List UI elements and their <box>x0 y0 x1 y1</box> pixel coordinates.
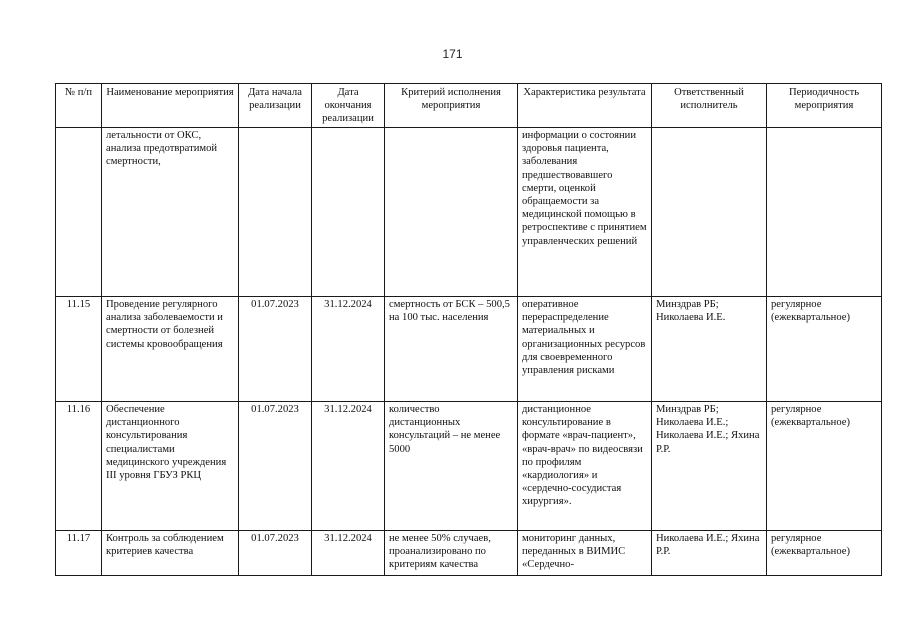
cell-name: Проведение регулярного анализа заболеваемости и смертности от болезней системы кровообращения <box>102 297 239 402</box>
header-end-date: Дата окончания реализации <box>312 84 385 128</box>
cell-criterion <box>385 128 518 297</box>
table-row <box>56 128 882 297</box>
cell-result: дистанционное консультирование в формате «врач-пациент», «врач-врач» по видеосвязи по профилям «кардиология» и «сердечно-сосудистая хирургия». <box>518 402 652 531</box>
cell-responsible: Минздрав РБ; Николаева И.Е.; Николаева И.Е.; Яхина Р.Р. <box>652 402 767 531</box>
cell-number: 11.17 <box>56 531 102 576</box>
cell-criterion: смертность от БСК – 500,5 на 100 тыс. населения <box>385 297 518 402</box>
cell-number: 11.15 <box>56 297 102 402</box>
header-criterion: Критерий исполнения мероприятия <box>385 84 518 128</box>
cell-name: Обеспечение дистанционного консультирования специалистами медицинского учреждения III уровня ГБУЗ РКЦ <box>102 402 239 531</box>
cell-name: Контроль за соблюдением критериев качества <box>102 531 239 576</box>
cell-end-date <box>312 128 385 297</box>
cell-name: летальности от ОКС, анализа предотвратимой смертности, <box>102 128 239 297</box>
header-start-date: Дата начала реализации <box>239 84 312 128</box>
table-row <box>56 297 882 402</box>
cell-number: 11.16 <box>56 402 102 531</box>
table-header <box>56 84 882 128</box>
table-row <box>56 402 882 531</box>
page-number: 171 <box>442 47 463 61</box>
cell-periodicity <box>767 128 882 297</box>
cell-periodicity: регулярное (ежеквартальное) <box>767 297 882 402</box>
cell-responsible: Николаева И.Е.; Яхина Р.Р. <box>652 531 767 576</box>
header-number: № п/п <box>56 84 102 128</box>
table-row <box>56 531 882 576</box>
cell-result: мониторинг данных, переданных в ВИМИС «Сердечно- <box>518 531 652 576</box>
cell-end-date: 31.12.2024 <box>312 402 385 531</box>
cell-end-date: 31.12.2024 <box>312 531 385 576</box>
cell-start-date <box>239 128 312 297</box>
header-periodicity: Периодичность мероприятия <box>767 84 882 128</box>
header-name: Наименование мероприятия <box>102 84 239 128</box>
cell-start-date: 01.07.2023 <box>239 531 312 576</box>
cell-start-date: 01.07.2023 <box>239 297 312 402</box>
cell-end-date: 31.12.2024 <box>312 297 385 402</box>
cell-periodicity: регулярное (ежеквартальное) <box>767 531 882 576</box>
cell-result: информации о состоянии здоровья пациента, заболевания предшествовавшего смерти, оценкой обращаемости за медицинской помощью в ретроспективе с принятием управленческих решений <box>518 128 652 297</box>
cell-periodicity: регулярное (ежеквартальное) <box>767 402 882 531</box>
cell-responsible <box>652 128 767 297</box>
cell-result: оперативное перераспределение материальных и организационных ресурсов для своевременного управления рисками <box>518 297 652 402</box>
header-result: Характеристика результата <box>518 84 652 128</box>
cell-responsible: Минздрав РБ; Николаева И.Е. <box>652 297 767 402</box>
activities-table <box>55 83 882 576</box>
cell-criterion: не менее 50% случаев, проанализировано по критериям качества <box>385 531 518 576</box>
cell-criterion: количество дистанционных консультаций – не менее 5000 <box>385 402 518 531</box>
header-responsible: Ответственный исполнитель <box>652 84 767 128</box>
cell-number <box>56 128 102 297</box>
cell-start-date: 01.07.2023 <box>239 402 312 531</box>
